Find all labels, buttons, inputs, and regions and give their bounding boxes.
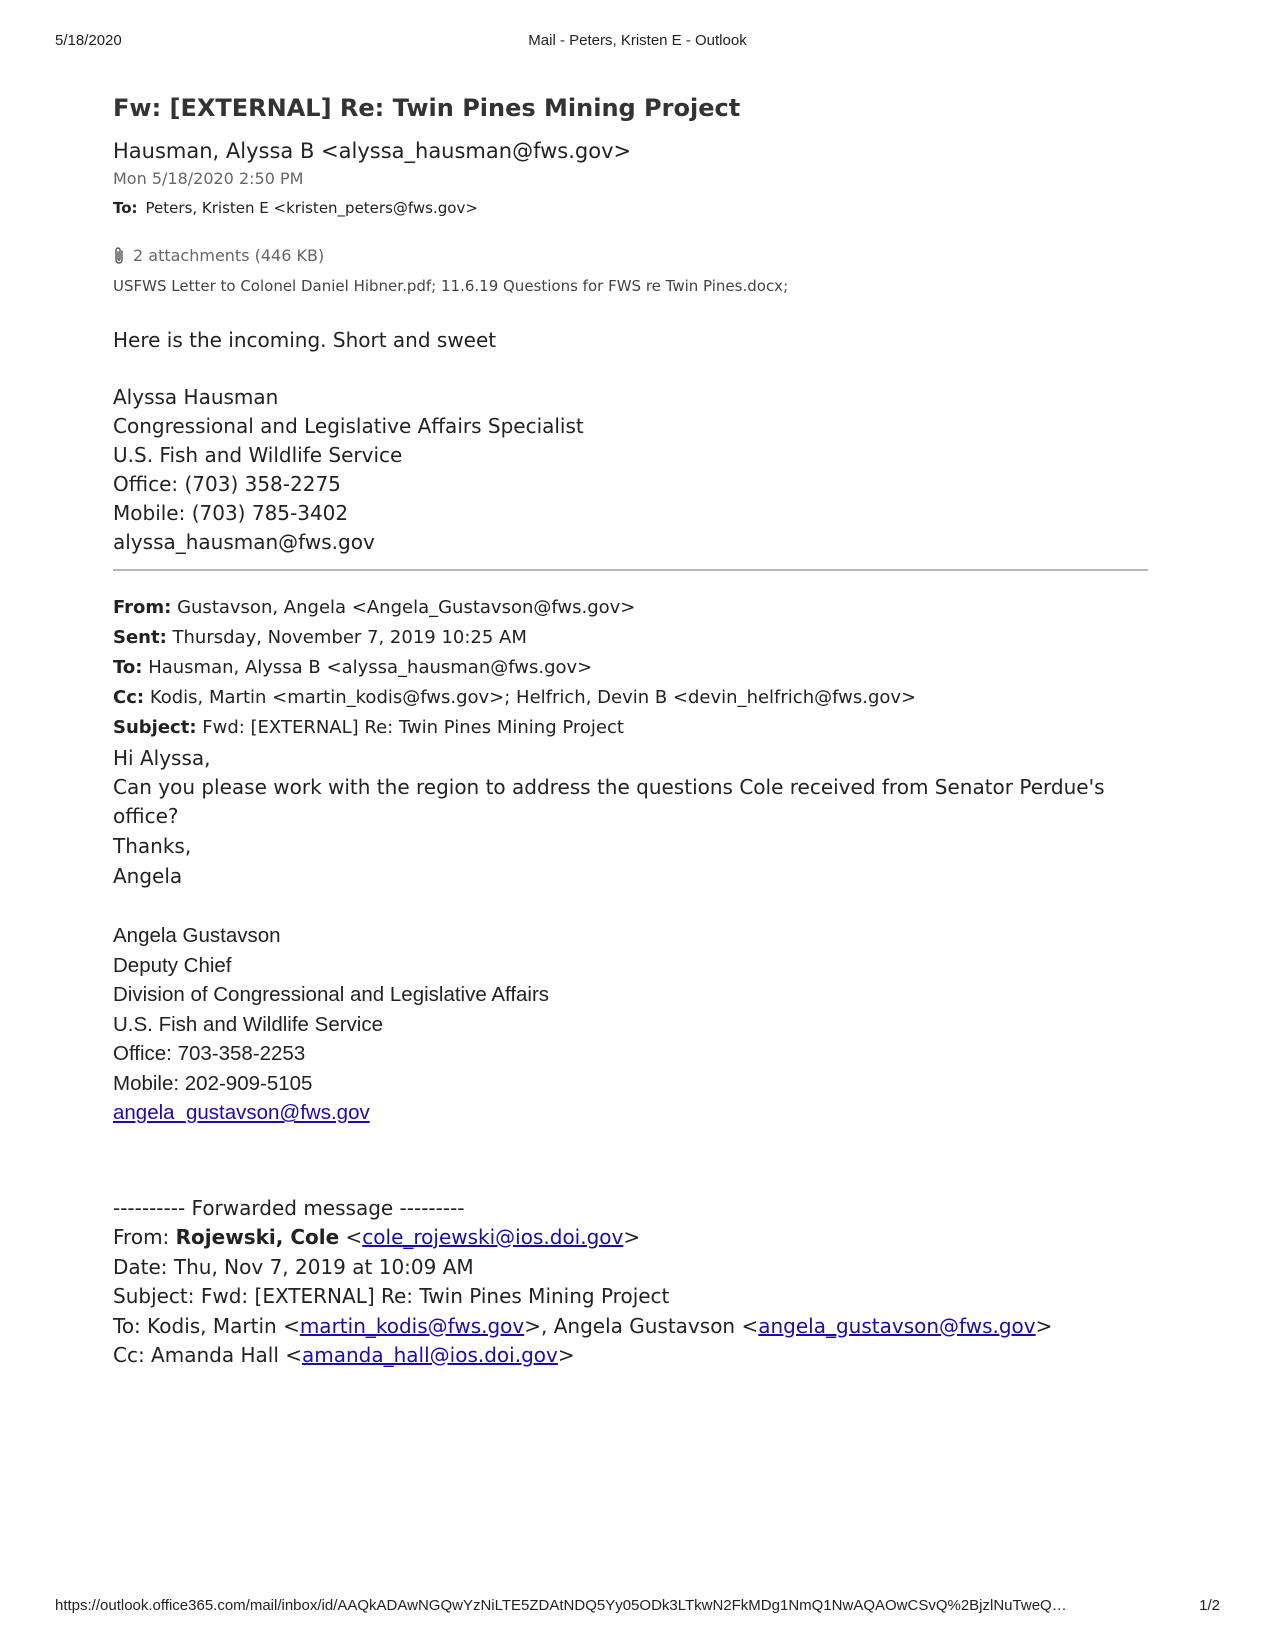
sig-line: Office: 703-358-2253 xyxy=(113,1042,306,1065)
paperclip-icon xyxy=(113,246,125,266)
sent-label: Sent: xyxy=(113,627,167,648)
to-email-link-1[interactable]: martin_kodis@fws.gov xyxy=(299,1313,525,1338)
email-recipients xyxy=(113,196,1153,220)
email-datetime: Mon 5/18/2020 2:50 PM xyxy=(113,169,304,188)
attachments-count: 2 attachments (446 KB) xyxy=(133,246,325,265)
sender-first-name: Angela xyxy=(113,864,183,888)
to-email-link-2[interactable]: angela_gustavson@fws.gov xyxy=(758,1313,1036,1338)
forwarded-header xyxy=(113,593,1153,743)
print-page-number: 1/2 xyxy=(1199,1597,1220,1614)
to-value[interactable]: Peters, Kristen E <kristen_peters@fws.gov> xyxy=(145,199,478,217)
signature-email-link[interactable]: angela_gustavson@fws.gov xyxy=(113,1101,370,1124)
email-subject: Fw: [EXTERNAL] Re: Twin Pines Mining Project xyxy=(113,94,741,122)
fwd-from-line xyxy=(113,593,1153,623)
print-url: https://outlook.office365.com/mail/inbox/id/AAQkADAwNGQwYzNiLTE5ZDAtNDQ5Yy05ODk3LTkwN2FkMDg1NmQ1NwAQAOwCSvQ%2BjzlNuTweQ… xyxy=(55,1597,1067,1614)
cc-value: Kodis, Martin <martin_kodis@fws.gov>; Helfrich, Devin B <devin_helfrich@fws.gov> xyxy=(149,687,917,708)
signature-alyssa xyxy=(113,383,1153,557)
cc-label: Cc: xyxy=(113,687,145,708)
cc-prefix: Cc: Amanda Hall xyxy=(113,1343,286,1367)
from-label: From: xyxy=(113,597,172,618)
print-title: Mail - Peters, Kristen E - Outlook xyxy=(528,32,747,49)
fwd-subject-line xyxy=(113,713,1153,743)
from-value: Gustavson, Angela <Angela_Gustavson@fws.gov> xyxy=(177,597,636,618)
sig-line: Mobile: (703) 785-3402 xyxy=(113,501,349,525)
intro-text: Here is the incoming. Short and sweet xyxy=(113,328,497,352)
sig-line: Alyssa Hausman xyxy=(113,385,279,409)
forwarded-message-2 xyxy=(113,1194,1153,1371)
print-header xyxy=(55,32,1220,52)
from-name: Rojewski, Cole xyxy=(175,1225,340,1249)
forward-separator: ---------- Forwarded message --------- xyxy=(113,1195,465,1220)
fwd-sent-line xyxy=(113,623,1153,653)
print-footer xyxy=(55,1597,1220,1617)
email-content xyxy=(113,88,1153,1371)
to-label: To: xyxy=(113,657,143,678)
thanks: Thanks, xyxy=(113,834,192,858)
greeting: Hi Alyssa, xyxy=(113,746,211,770)
sent-value: Thursday, November 7, 2019 10:25 AM xyxy=(172,627,527,648)
sig-line: U.S. Fish and Wildlife Service xyxy=(113,1012,384,1036)
cc-email-link[interactable]: amanda_hall@ios.doi.gov xyxy=(302,1343,558,1367)
body-paragraph: Can you please work with the region to address the questions Cole received from Senator Perdue's office? xyxy=(113,775,1105,828)
subject-label: Subject: xyxy=(113,717,197,738)
from-prefix: From: xyxy=(113,1225,176,1249)
attachments-summary[interactable] xyxy=(113,244,1153,268)
print-date: 5/18/2020 xyxy=(55,32,122,49)
sig-line: U.S. Fish and Wildlife Service xyxy=(113,443,403,467)
email-sender[interactable]: Hausman, Alyssa B <alyssa_hausman@fws.gov> xyxy=(113,139,632,163)
fwd2-from-line: From: Rojewski, Cole <cole_rojewski@ios.doi.gov> xyxy=(113,1225,641,1249)
sig-line: Angela Gustavson xyxy=(113,924,281,947)
message-divider xyxy=(113,569,1148,571)
attachments-files[interactable]: USFWS Letter to Colonel Daniel Hibner.pdf; 11.6.19 Questions for FWS re Twin Pines.docx; xyxy=(113,277,789,295)
to-value: Hausman, Alyssa B <alyssa_hausman@fws.gov> xyxy=(148,657,593,678)
sig-line: Congressional and Legislative Affairs Specialist xyxy=(113,414,584,438)
fwd2-date-line: Date: Thu, Nov 7, 2019 at 10:09 AM xyxy=(113,1254,474,1279)
fwd-cc-line xyxy=(113,683,1153,713)
sig-line: Office: (703) 358-2275 xyxy=(113,472,341,496)
fwd2-subject-line: Subject: Fwd: [EXTERNAL] Re: Twin Pines Mining Project xyxy=(113,1284,670,1308)
to-prefix: To: Kodis, Martin xyxy=(113,1313,284,1338)
to-label: To: xyxy=(113,199,138,217)
fwd2-cc-line: Cc: Amanda Hall <amanda_hall@ios.doi.gov> xyxy=(113,1343,575,1367)
email-intro xyxy=(113,326,1153,355)
from-email-link[interactable]: cole_rojewski@ios.doi.gov xyxy=(362,1225,624,1249)
subject-value: Fwd: [EXTERNAL] Re: Twin Pines Mining Project xyxy=(202,717,624,738)
sig-line: Division of Congressional and Legislative Affairs xyxy=(113,983,550,1006)
sig-line: alyssa_hausman@fws.gov xyxy=(113,530,375,554)
sig-line: Mobile: 202-909-5105 xyxy=(113,1071,313,1095)
to-middle: , Angela Gustavson xyxy=(541,1313,742,1338)
fwd-to-line xyxy=(113,653,1153,683)
signature-angela xyxy=(113,921,1153,1128)
fwd2-to-line: To: Kodis, Martin <martin_kodis@fws.gov>, Angela Gustavson <angela_gustavson@fws.gov> xyxy=(113,1313,1053,1338)
forwarded-body xyxy=(113,743,1153,891)
sig-line: Deputy Chief xyxy=(113,953,232,977)
